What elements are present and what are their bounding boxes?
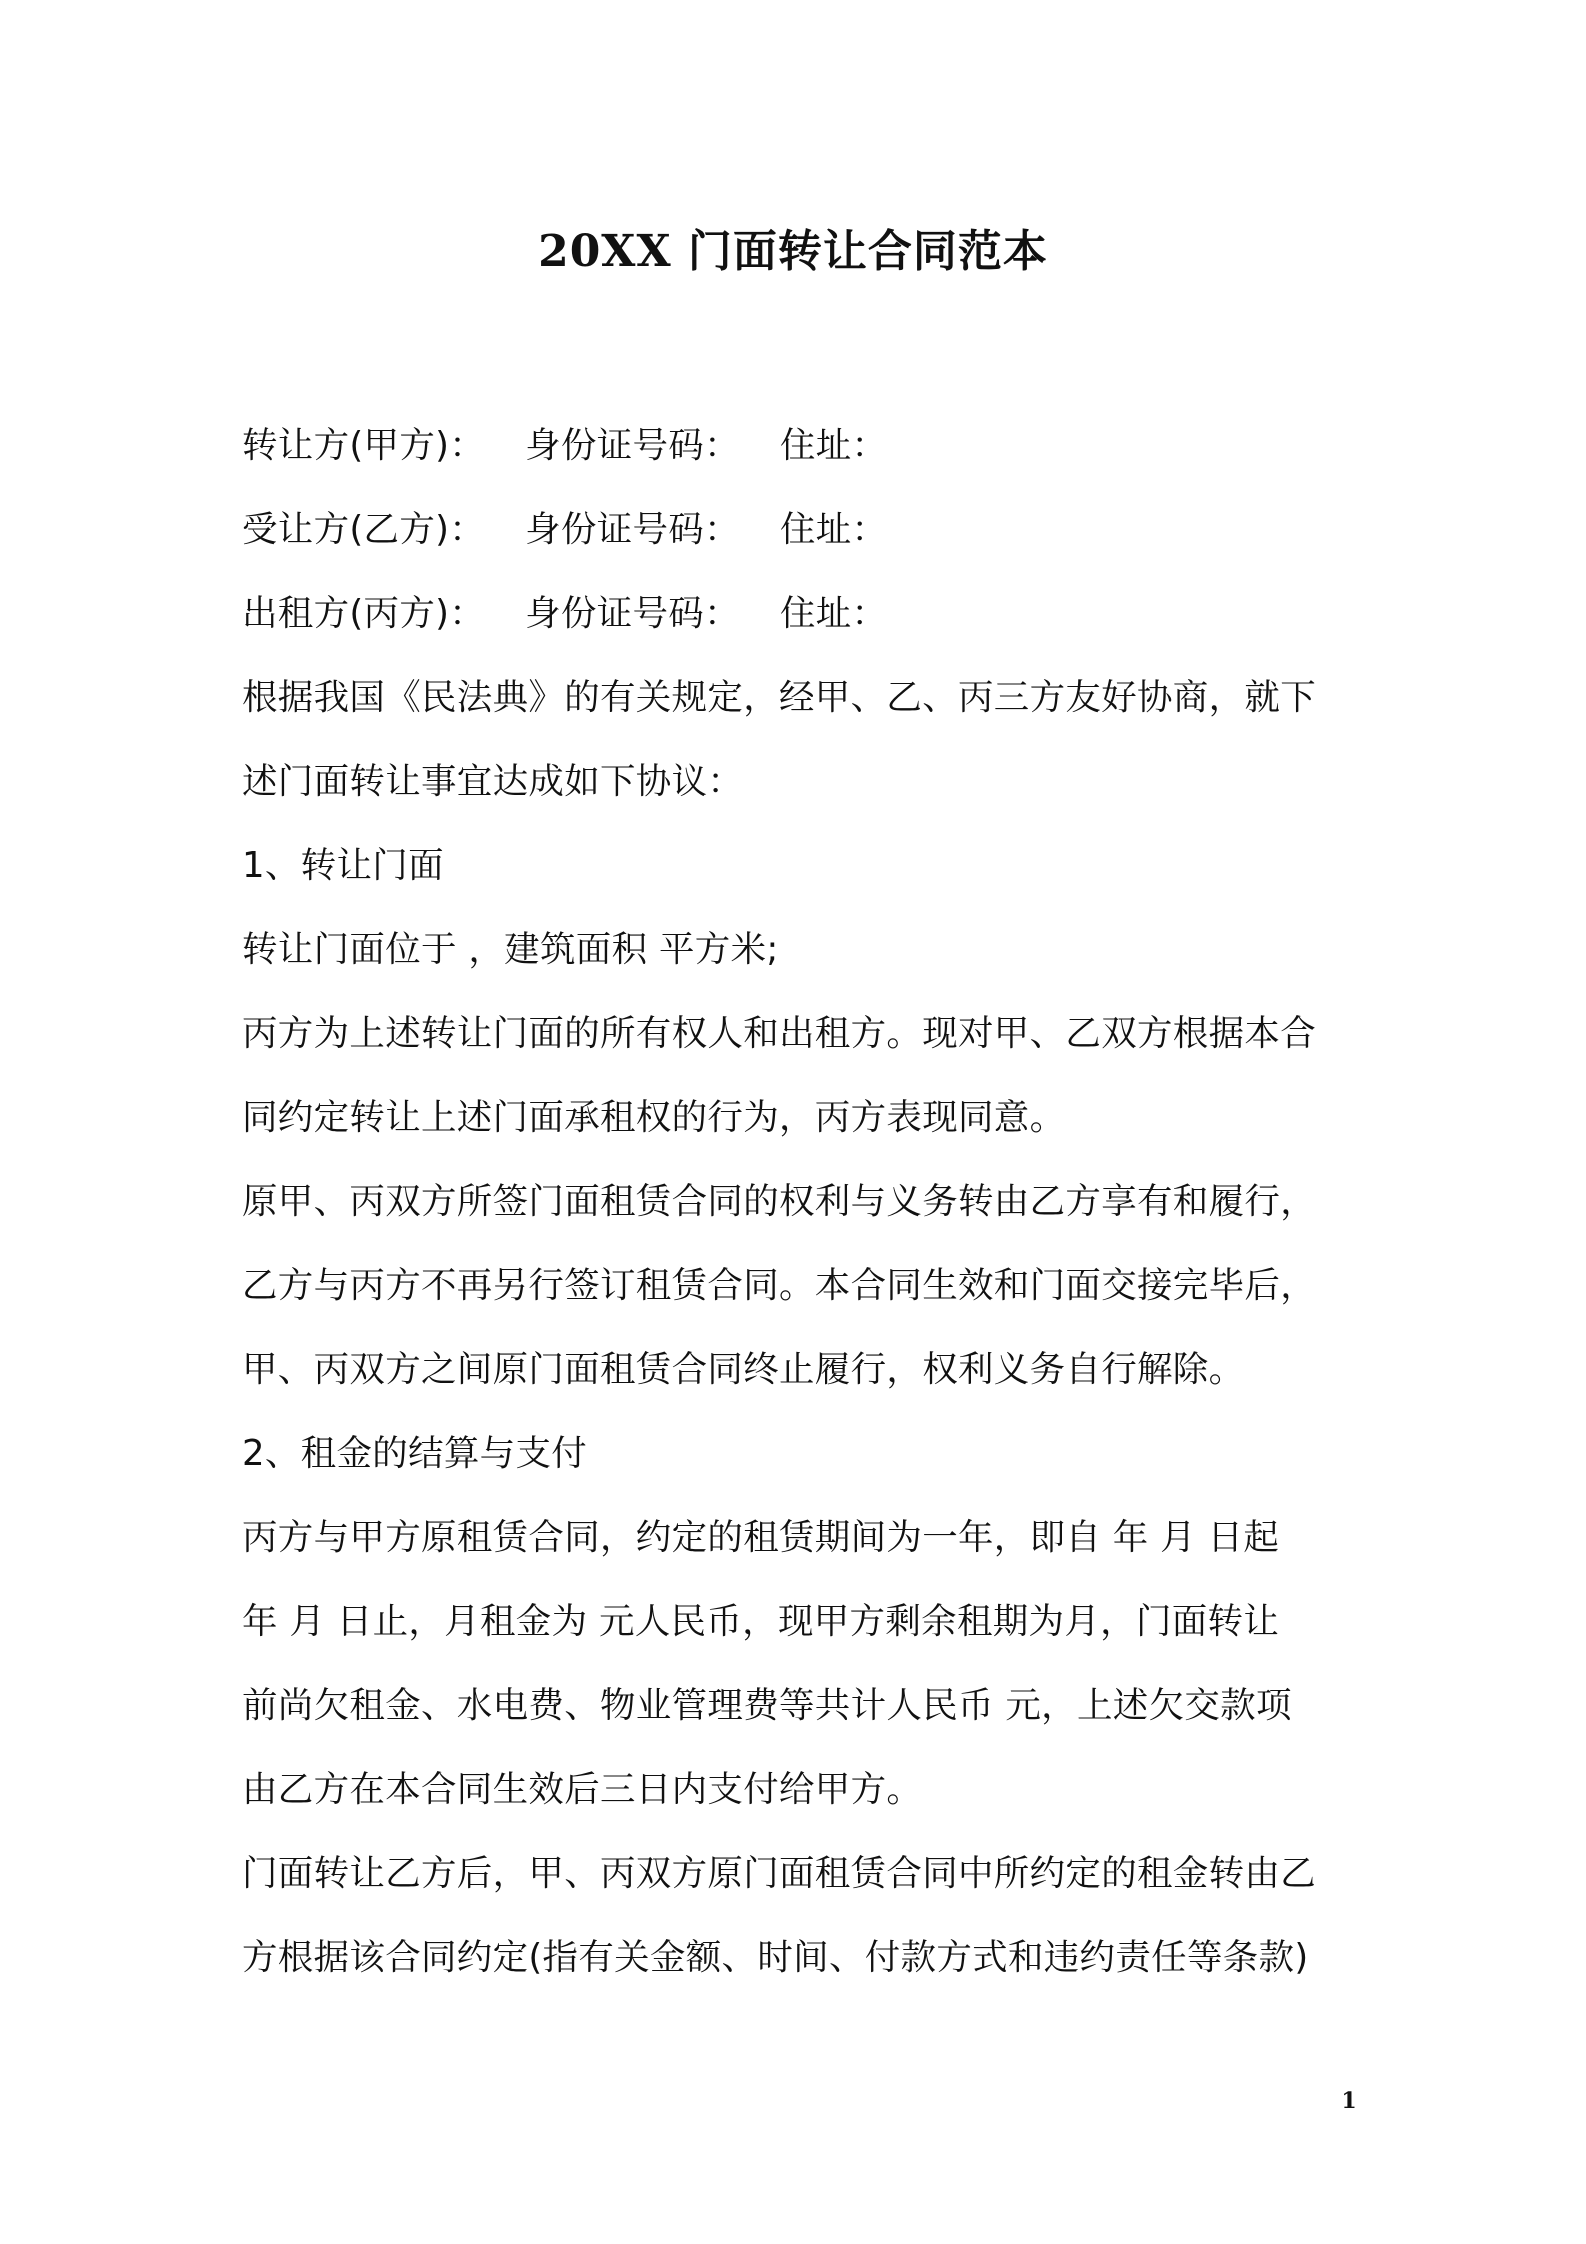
party-id-label: 身份证号码： [525,425,740,466]
body-text-line: 由乙方在本合同生效后三日内支付给甲方。 [242,1769,923,1810]
body-text-line: 前尚欠租金、水电费、物业管理费等共计人民币 元，上述欠交款项 [242,1685,1292,1726]
document-title: 20XX 门面转让合同范本 [538,226,1048,277]
party-role: 受让方(乙方)： [242,509,486,550]
body-text-line: 转让门面位于 ，建筑面积 平方米; [242,929,779,970]
party-role: 转让方(甲方)： [242,425,486,466]
document-body [242,404,1352,2000]
section-heading: 2、租金的结算与支付 [242,1433,588,1474]
body-text-line: 根据我国《民法典》的有关规定，经甲、乙、丙三方友好协商，就下 [242,677,1317,718]
page-number: 1 [1341,2088,1357,2114]
party-line-transferor [242,404,1352,488]
party-id-label: 身份证号码： [525,593,740,634]
body-text-line: 年 月 日止，月租金为 元人民币，现甲方剩余租期为月，门面转让 [242,1601,1280,1642]
body-text-line: 同约定转让上述门面承租权的行为，丙方表现同意。 [242,1097,1066,1138]
section-heading: 1、转让门面 [242,845,444,886]
party-line-transferee [242,488,1352,572]
party-id-label: 身份证号码： [525,509,740,550]
body-text-line: 丙方与甲方原租赁合同，约定的租赁期间为一年，即自 年 月 日起 [242,1517,1280,1558]
body-text-line: 原甲、丙双方所签门面租赁合同的权利与义务转由乙方享有和履行， [242,1181,1317,1222]
body-text-line: 丙方为上述转让门面的所有权人和出租方。现对甲、乙双方根据本合 [242,1013,1317,1054]
body-text-line: 门面转让乙方后，甲、丙双方原门面租赁合同中所约定的租金转由乙 [242,1853,1317,1894]
party-address-label: 住址： [779,425,888,466]
party-address-label: 住址： [779,593,888,634]
party-role: 出租方(丙方)： [242,593,486,634]
body-text-line: 方根据该合同约定(指有关金额、时间、付款方式和违约责任等条款) [242,1937,1309,1978]
party-address-label: 住址： [779,509,888,550]
body-text-line: 述门面转让事宜达成如下协议： [242,761,744,802]
party-line-lessor [242,572,1352,656]
body-text-line: 乙方与丙方不再另行签订租赁合同。本合同生效和门面交接完毕后， [242,1265,1317,1306]
body-text-line: 甲、丙双方之间原门面租赁合同终止履行，权利义务自行解除。 [242,1349,1245,1390]
